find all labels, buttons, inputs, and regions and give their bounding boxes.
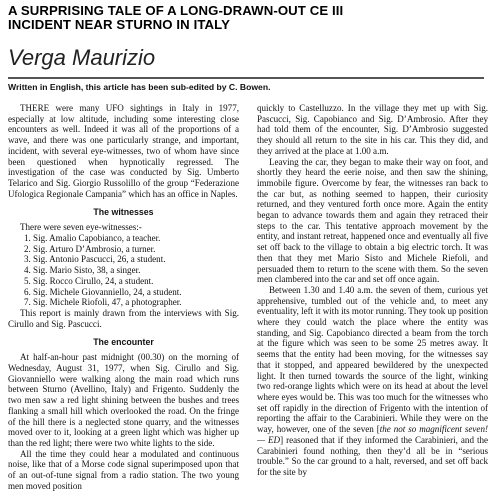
witness-item: 6. Sig. Michele Giovanniello, 24, a student.: [24, 286, 182, 297]
torch-text-a: Between 1.30 and 1.40 a.m. the seven of them, curious yet apprehensive, tumbled out of the vehicle and, to meet any eventuality, left it with its motor running. They took up position where they could watch the place where the entity was standing, and Sig. Capobianco directed a beam from the torch at the figure which was seen to be some 25 metres away. It seems that the entity had been moving, for the witnesses say that it stopped, and appeared bewildered by the unexpected light. It then turned towards the source of the light, winking two red-orange lights which were on its head at about the level where eyes would be. This was too much for the witnesses who set off rapidly in the direction of Frigento with the intention of reporting the affair to the Carabinieri. While they were on the way, however, one of the seven [: [257, 284, 488, 435]
witness-list: [8, 233, 239, 308]
witness-item: 1. Sig. Amalio Capobianco, a teacher.: [24, 233, 161, 244]
witness-item: 3. Sig. Antonio Pascucci, 26, a student.: [24, 254, 166, 265]
editor-aside: the not so magnificent seven! — ED: [257, 424, 488, 445]
witnesses-intro: There were seven eye-witnesses:-: [20, 222, 142, 233]
witness-item: 2. Sig. Arturo D’Ambrosio, a turner.: [24, 243, 156, 254]
author-name: Verga Maurizio: [8, 45, 156, 70]
headline-line-2: INCIDENT NEAR STURNO IN ITALY: [8, 17, 230, 32]
encounter-heading: The encounter: [93, 337, 154, 348]
torch-paragraph: [257, 285, 488, 478]
encounter-paragraph-2: All the time they could hear a modulated and continuous noise, like that of a Morse code signal superimposed upon that of an out-of-tune signal from a radio station. The two young men moved position: [8, 448, 239, 491]
witnesses-note: This report is mainly drawn from the interviews with Sig. Cirullo and Sig. Pascucci.: [8, 307, 239, 329]
continued-paragraph: quickly to Castelluzzo. In the village they met up with Sig. Pascucci, Sig. Capobianco and Sig. D’Ambrosio. After they had told them of the encounter, Sig. D’Ambrosio suggested they should all return to the site in his car. This they did, and they arrived at the place at 1.00 a.m.: [257, 103, 488, 156]
left-column: [8, 103, 239, 500]
editor-note: Written in English, this article has been sub-edited by C. Bowen.: [8, 82, 271, 92]
witness-item: 5. Sig. Rocco Cirullo, 24, a student.: [24, 275, 154, 286]
witness-item: 7. Sig. Michele Riofoli, 47, a photographer.: [24, 297, 182, 308]
torch-text-b: ] reasoned that if they informed the Carabinieri, and the Carabinieri found nothing, then they’d all be in “serious trouble.” So the car ground to a halt, reversed, and set off back for the site by: [257, 434, 488, 477]
article-headline: [8, 4, 478, 32]
approach-paragraph: Leaving the car, they began to make their way on foot, and shortly they heard the eerie noise, and then saw the shining, immobile figure. Overcome by fear, the witnesses ran back to the car but, as nothing seemed to happen, their curiosity returned, and they ventured forth once more. Again the entity began to advance towards them and again they retraced their steps to the car. This tentative approach movement by the entity, and instant retreat, happened once and eventually all five set off back to the village to obtain a big electric torch. It was then that they met Mario Sisto and Michele Riefoli, and persuaded them to return to the scene with them. So the seven men clambered into the car and set off once again.: [257, 156, 488, 285]
witnesses-heading: The witnesses: [93, 207, 154, 218]
header-divider: [8, 77, 484, 79]
encounter-paragraph-1: At half-an-hour past midnight (00.30) on the morning of Wednesday, August 31, 1977, when Sig. Cirullo and Sig. Giovanniello were walking along the main road which runs between Sturno (Avellino, Italy) and Frigento. Suddenly the two men saw a red light shining between the bushes and trees flanking a small hill which overlooked the road. On the fringe of the hill there is a neglected stone quarry, and the witnesses moved over to it, looking at a green light which was higher up than the red light; there were two white lights to the side.: [8, 352, 239, 448]
witness-item: 4. Sig. Mario Sisto, 38, a singer.: [24, 265, 141, 276]
right-column: [257, 103, 488, 500]
headline-line-1: A SURPRISING TALE OF A LONG-DRAWN-OUT CE III: [8, 3, 344, 18]
intro-paragraph: THERE were many UFO sightings in Italy in 1977, especially at low altitude, including some interesting close encounters as well. Indeed it was all of the proportions of a wave, and there was one particularly strange, and important, incident, with several eye-witnesses, two of whom have since been questioned when hypnotically regressed. The investigation of the case was conducted by Sig. Umberto Telarico and Sig. Giorgio Russolillo of the group “Federazione Ufologica Regionale Campania” which has an office in Naples.: [8, 103, 239, 199]
